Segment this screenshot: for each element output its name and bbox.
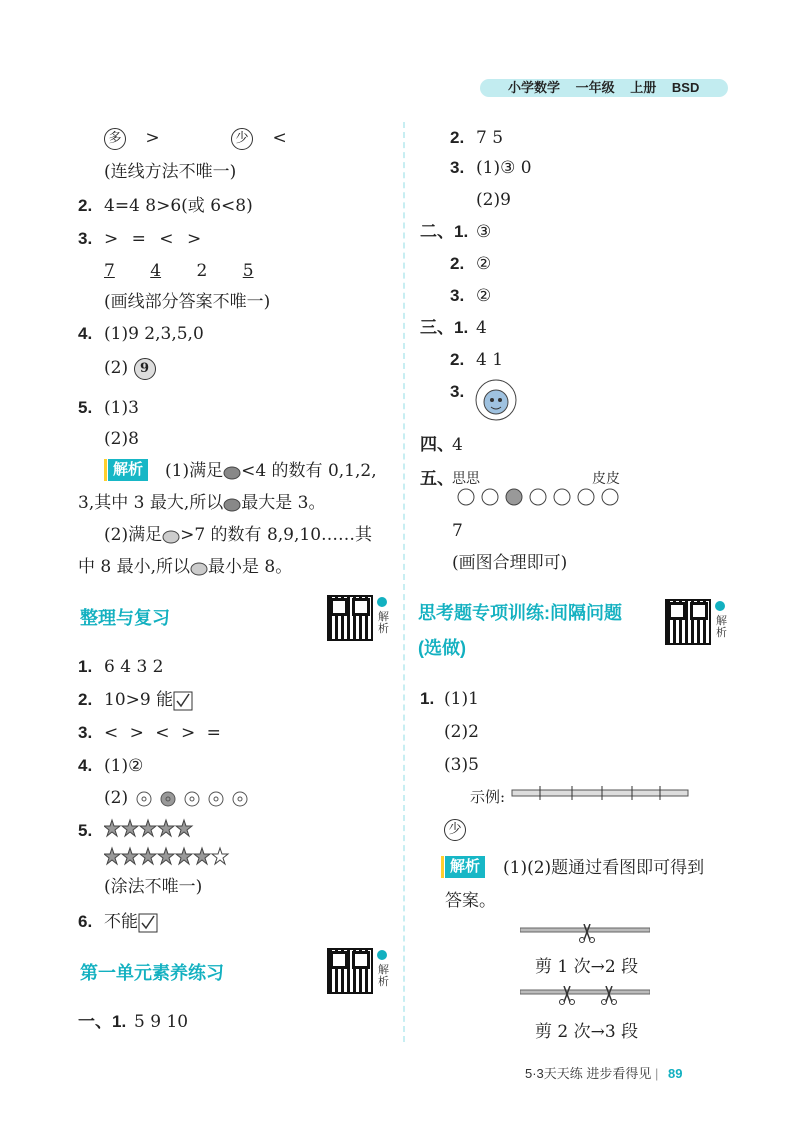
leaf-icon	[162, 528, 180, 544]
sec5-ans: 7	[452, 521, 463, 541]
op-lt: <	[272, 128, 287, 148]
review-qr-icon[interactable]	[327, 595, 373, 641]
review-q3-num: 3.	[78, 723, 93, 742]
sec3-n3: 3.	[450, 382, 465, 401]
left-q3-ops: > = < >	[104, 229, 202, 249]
review-q3-text: < > < > =	[104, 723, 221, 743]
sec2-label: 二、1.	[420, 222, 469, 241]
analysis-line3	[104, 524, 372, 546]
analysis-l2a: 3,其中 3 最大,所以	[78, 493, 224, 513]
left-q2-text: 4=4 8>6(或 6<8)	[104, 196, 253, 216]
header-subject: 小学数学	[508, 80, 561, 95]
stars-row2-icon	[104, 846, 234, 866]
checkbox-tick-icon	[138, 913, 158, 933]
cartoon-face-icon	[474, 378, 518, 422]
sec2-n3: 3.	[450, 286, 465, 305]
circle-duo: 多	[104, 128, 126, 150]
sec3-a1: 4	[476, 318, 487, 338]
header-edition: BSD	[671, 80, 700, 95]
footer: 5·3天天练 进步看得见 | 89	[525, 1066, 683, 1081]
analysis-l3a: (2)满足	[104, 525, 163, 545]
checkbox-tick-icon	[173, 691, 193, 711]
review-q1-text: 6 4 3 2	[104, 657, 164, 677]
review-q6-label: 不能	[104, 912, 138, 932]
left-q4-p1: (1)9 2,3,5,0	[104, 324, 204, 344]
footer-brand: 5·3天天练 进步看得见	[525, 1066, 652, 1081]
column-divider	[403, 122, 405, 1042]
segmented-bar-icon	[510, 786, 690, 802]
flowers-icon	[134, 789, 274, 809]
review-q6-text	[104, 911, 158, 933]
think-q1-p1: (1)1	[444, 689, 479, 709]
fig2-caption: 剪 2 次→3 段	[535, 1022, 639, 1042]
note-underline: (画线部分答案不唯一)	[104, 292, 271, 312]
unit-q1-label: 一、1.	[78, 1012, 127, 1031]
left-q3-vals	[104, 260, 254, 282]
circles-row-icon	[456, 487, 626, 507]
rope-cut-twice-icon	[520, 986, 650, 1010]
rope-cut-once-icon	[520, 924, 650, 944]
leaf-icon	[190, 560, 208, 576]
left-q4-num: 4.	[78, 324, 93, 343]
header-volume: 上册	[630, 80, 657, 95]
sec2-n2: 2.	[450, 254, 465, 273]
left-q5-p2: (2)8	[104, 429, 139, 449]
review-q6-num: 6.	[78, 912, 93, 931]
q4-p2-label: (2)	[104, 358, 129, 378]
sec2-a2: ②	[476, 254, 492, 274]
think-qr-label: 解析	[716, 614, 727, 639]
sec4-label: 四、	[420, 435, 454, 454]
think-analysis-tag: 解析	[445, 856, 485, 878]
right-q3-p2: (2)9	[476, 190, 511, 210]
unit-q1-text: 5 9 10	[134, 1012, 189, 1032]
analysis-line1	[165, 460, 377, 482]
note-connect: (连线方法不唯一)	[104, 162, 237, 182]
fig1-caption: 剪 1 次→2 段	[535, 957, 639, 977]
think-q1-p3: (3)5	[444, 755, 479, 775]
right-q3-num: 3.	[450, 158, 465, 177]
circle-shao-answer: 少	[444, 819, 466, 841]
think-title2: (选做)	[418, 638, 466, 658]
think-q1-num: 1.	[420, 689, 435, 708]
left-line1	[104, 127, 287, 150]
analysis-l1a: (1)满足	[165, 461, 224, 481]
think-example-label: 示例:	[470, 788, 506, 806]
stars-row1-icon	[104, 818, 224, 838]
think-q1-p2: (2)2	[444, 722, 479, 742]
analysis-line2	[78, 492, 325, 514]
sec5-note: (画图合理即可)	[452, 553, 568, 573]
unit-qr-label: 解析	[378, 963, 389, 988]
review-q4-p2	[104, 787, 274, 809]
left-q5-num: 5.	[78, 398, 93, 417]
header-title	[508, 79, 711, 97]
analysis-line4	[78, 556, 292, 578]
think-analysis-l1: (1)(2)题通过看图即可得到	[503, 858, 705, 878]
analysis-l2b: 最大是 3。	[241, 493, 326, 513]
think-title1: 思考题专项训练:间隔问题	[418, 603, 622, 623]
left-q2-num: 2.	[78, 196, 93, 215]
review-q2-label: 10>9 能	[104, 690, 174, 710]
review-q4-p1: (1)②	[104, 756, 144, 776]
sec3-a2: 4 1	[476, 350, 504, 370]
sec3-label: 三、1.	[420, 318, 469, 337]
q3-val-4: 5	[242, 261, 254, 281]
left-q3-num: 3.	[78, 229, 93, 248]
review-q2-num: 2.	[78, 690, 93, 709]
q3-val-1: 7	[104, 261, 115, 281]
right-q2-num: 2.	[450, 128, 465, 147]
unit-qr-icon[interactable]	[327, 948, 373, 994]
review-q2-text	[104, 689, 193, 711]
analysis-l1b: <4 的数有 0,1,2,	[241, 461, 377, 481]
review-q1-num: 1.	[78, 657, 93, 676]
unit-title: 第一单元素养练习	[80, 963, 224, 983]
think-analysis-l2: 答案。	[445, 891, 496, 911]
play-icon	[377, 597, 387, 607]
header-grade: 一年级	[575, 80, 615, 95]
sec4-a: 4	[452, 435, 463, 455]
q3-val-2: 4	[150, 261, 162, 281]
review-q5-note: (涂法不唯一)	[104, 877, 203, 897]
play-icon	[377, 950, 387, 960]
circle-shao: 少	[231, 128, 253, 150]
fruit-icon	[223, 496, 241, 512]
page-number: 89	[668, 1066, 683, 1081]
review-q4-p2-label: (2)	[104, 788, 129, 808]
fruit-icon	[223, 464, 241, 480]
sec5-name1: 思思	[452, 471, 480, 487]
ball-nine: 9	[134, 358, 156, 380]
analysis-l3b: >7 的数有 8,9,10……其	[180, 525, 373, 545]
review-qr-label: 解析	[378, 610, 389, 635]
right-q3-p1: (1)③ 0	[476, 158, 532, 178]
review-title: 整理与复习	[80, 608, 170, 628]
review-q5-num: 5.	[78, 821, 93, 840]
sec5-name2: 皮皮	[592, 471, 620, 487]
q3-val-3: 2	[196, 261, 208, 281]
right-q2-text: 7 5	[476, 128, 504, 148]
analysis-l4a: 中 8 最小,所以	[78, 557, 191, 577]
review-q4-num: 4.	[78, 756, 93, 775]
think-qr-icon[interactable]	[665, 599, 711, 645]
think-circle-wrap	[444, 818, 466, 841]
sec5-label: 五、	[420, 469, 454, 488]
sec2-a3: ②	[476, 286, 492, 306]
sec3-n2: 2.	[450, 350, 465, 369]
analysis-l4b: 最小是 8。	[208, 557, 293, 577]
play-icon	[715, 601, 725, 611]
left-q5-p1: (1)3	[104, 398, 139, 418]
analysis-tag: 解析	[108, 459, 148, 481]
left-q4-p2	[104, 357, 156, 380]
op-gt: >	[145, 128, 160, 148]
sec2-a1: ③	[476, 222, 492, 242]
